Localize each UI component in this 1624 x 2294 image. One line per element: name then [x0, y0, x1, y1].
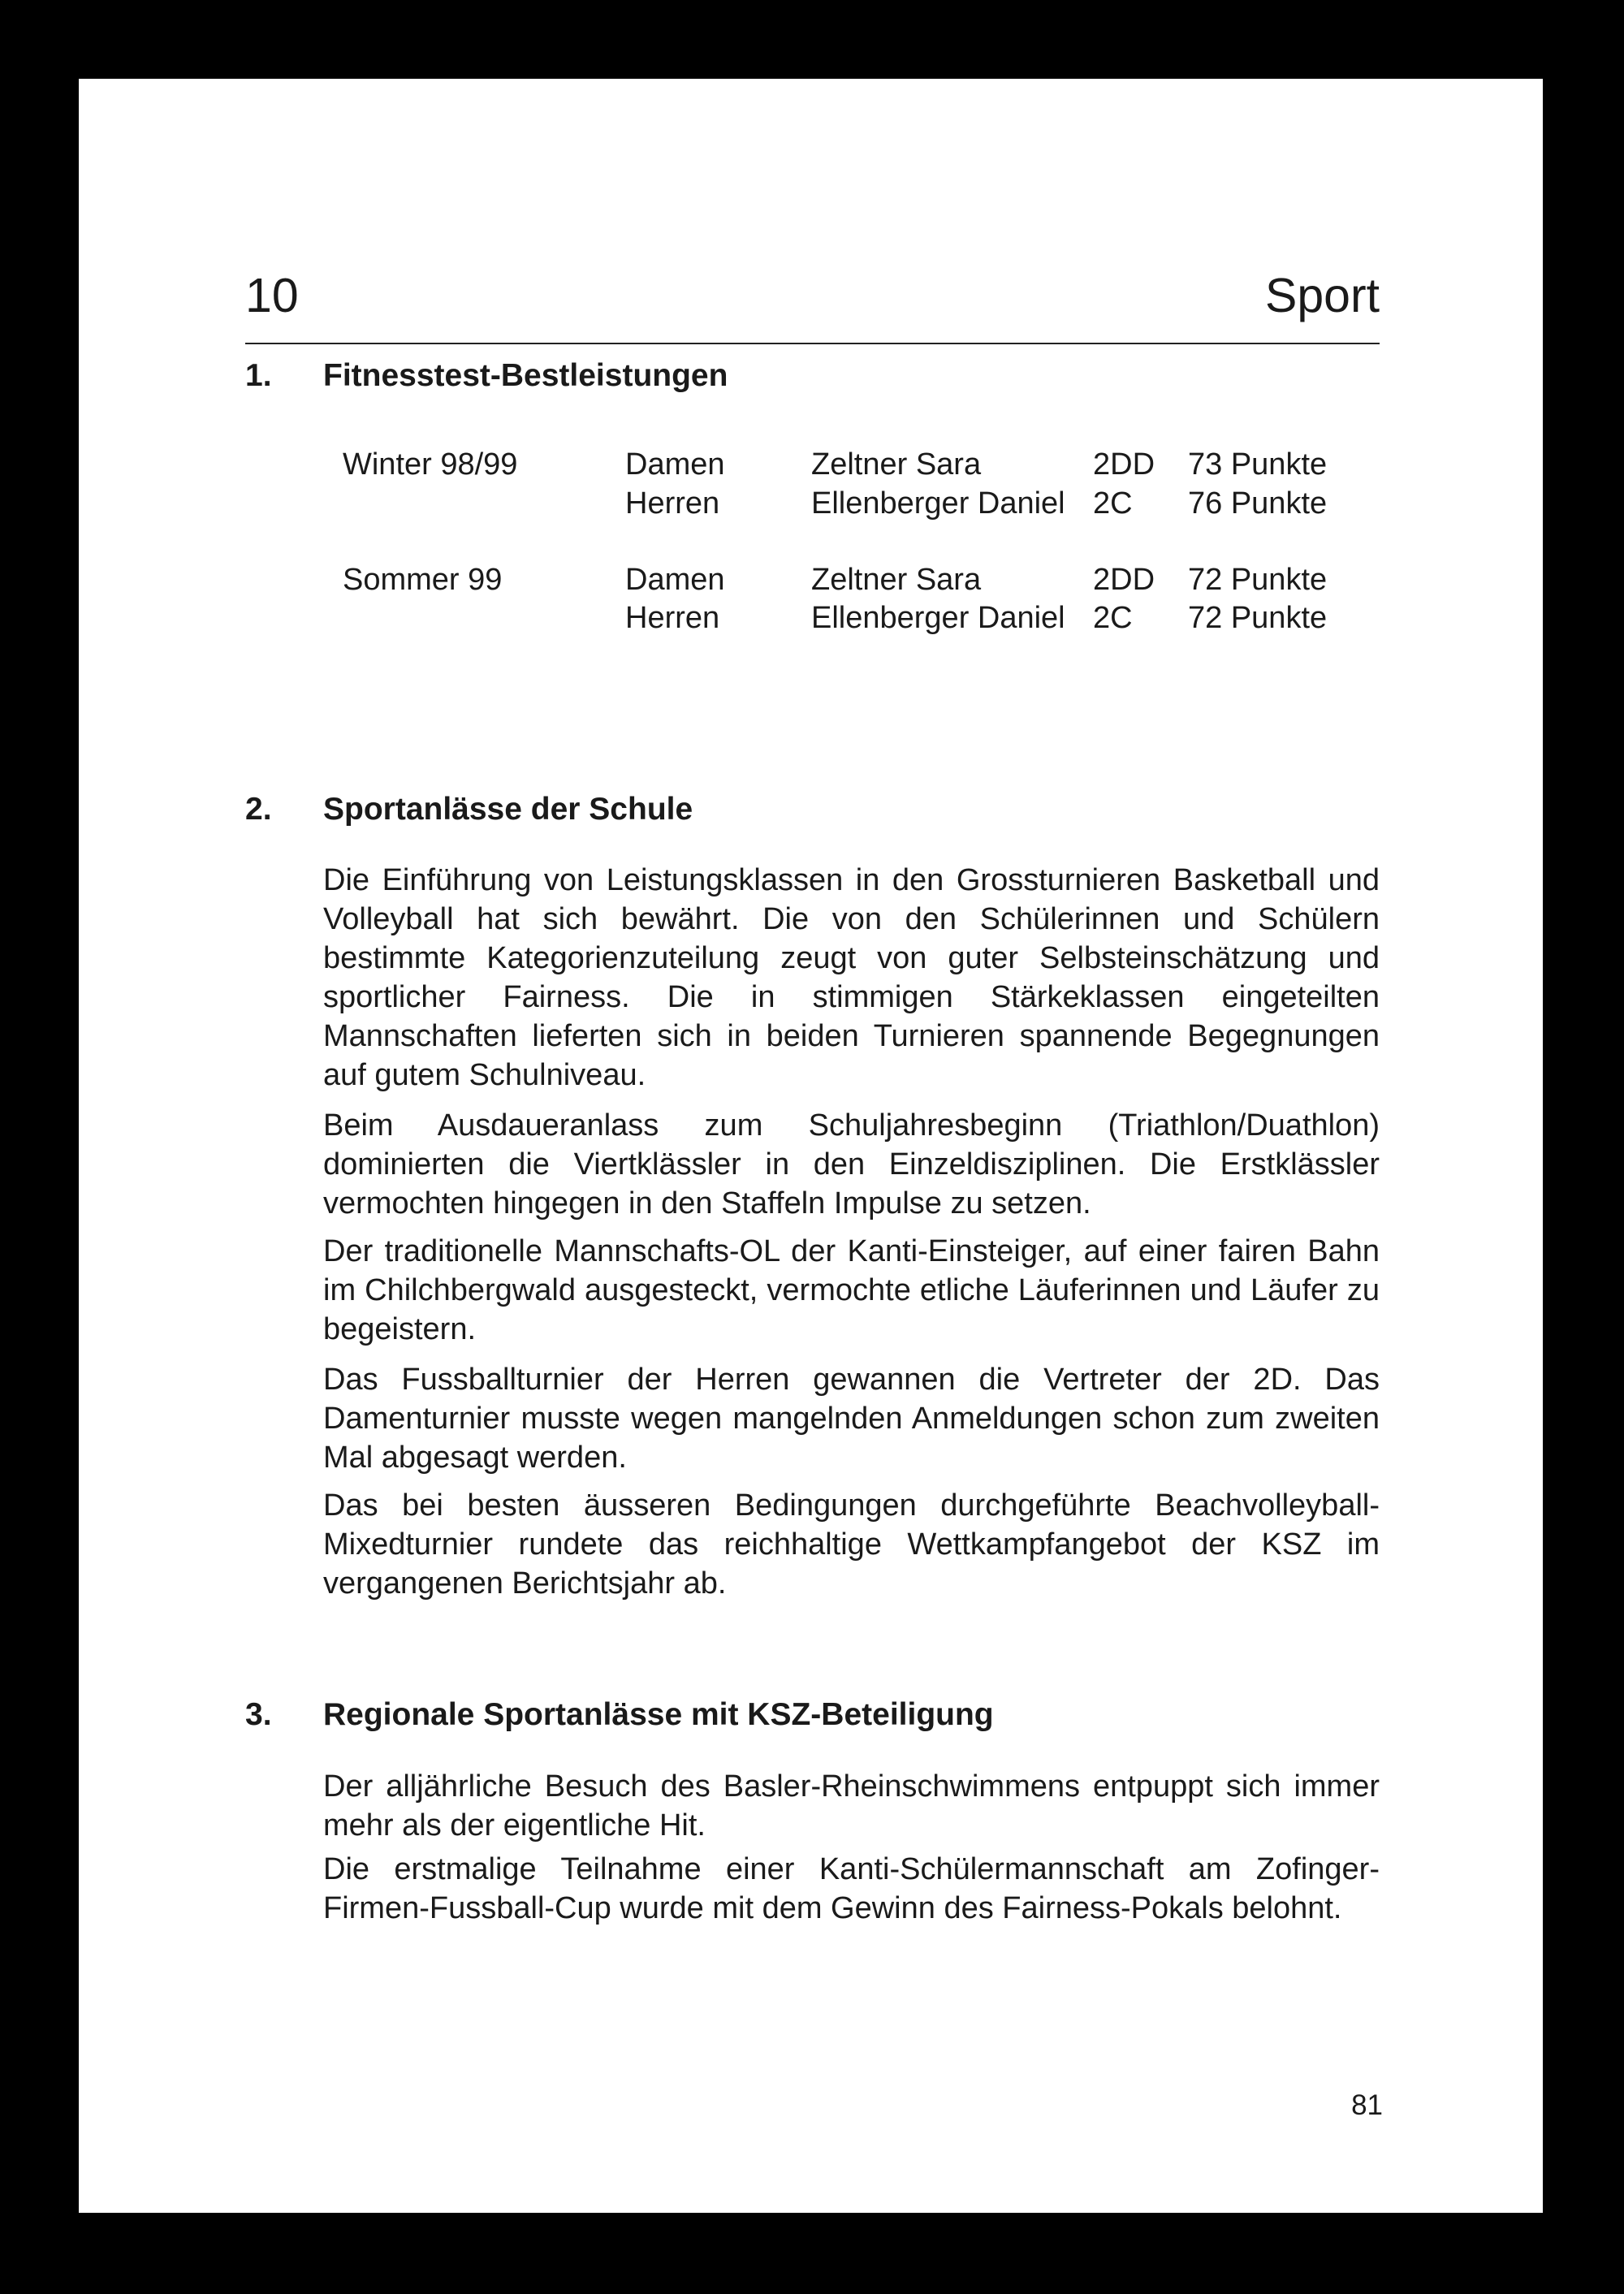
section-title: Regionale Sportanlässe mit KSZ-Beteiligung — [323, 1697, 994, 1732]
class-cell: 2C — [1093, 601, 1133, 635]
season-cell: Sommer 99 — [343, 563, 503, 597]
chapter-title: Sport — [1264, 269, 1380, 322]
class-cell: 2C — [1093, 486, 1133, 521]
document-page — [79, 79, 1543, 2213]
section-number: 1. — [245, 358, 272, 393]
body-paragraph: Der alljährliche Besuch des Basler-Rheinschwimmens entpuppt sich immer mehr als der eigentliche Hit. — [323, 1769, 1380, 1843]
points-cell: 76 Punkte — [1188, 486, 1328, 521]
section-number: 3. — [245, 1697, 272, 1732]
category-cell: Damen — [625, 563, 725, 597]
class-cell: 2DD — [1093, 447, 1155, 482]
body-paragraph: Beim Ausdaueranlass zum Schuljahresbeginn (Triathlon/Duathlon) dominierten die Viertklässler in den Einzeldisziplinen. Die Erstklässler vermochten hingegen in den Staffeln Impulse zu setzen. — [323, 1108, 1380, 1220]
category-cell: Herren — [625, 486, 720, 521]
season-cell: Winter 98/99 — [343, 447, 518, 482]
points-cell: 73 Punkte — [1188, 447, 1328, 482]
section-title: Fitnesstest-Bestleistungen — [323, 358, 728, 393]
category-cell: Damen — [625, 447, 725, 482]
section-heading-1 — [245, 360, 728, 391]
class-cell: 2DD — [1093, 563, 1155, 597]
chapter-number: 10 — [245, 269, 299, 322]
body-paragraph: Der traditionelle Mannschafts-OL der Kanti-Einsteiger, auf einer fairen Bahn im Chilchbergwald ausgesteckt, vermochte etliche Läuferinnen und Läufer zu begeistern. — [323, 1234, 1380, 1346]
name-cell: Ellenberger Daniel — [811, 601, 1065, 635]
section-heading-3 — [245, 1699, 994, 1730]
category-cell: Herren — [625, 601, 720, 635]
name-cell: Zeltner Sara — [811, 447, 982, 482]
body-paragraph: Das bei besten äusseren Bedingungen durchgeführte Beachvolleyball-Mixedturnier rundete das reichhaltige Wettkampfangebot der KSZ im vergangenen Berichtsjahr ab. — [323, 1488, 1380, 1601]
section-heading-2 — [245, 793, 693, 825]
page-header — [245, 184, 1380, 344]
body-paragraph: Die erstmalige Teilnahme einer Kanti-Schülermannschaft am Zofinger-Firmen-Fussball-Cup wurde mit dem Gewinn des Fairness-Pokals belohnt. — [323, 1852, 1380, 1925]
points-cell: 72 Punkte — [1188, 563, 1328, 597]
body-paragraph: Das Fussballturnier der Herren gewannen die Vertreter der 2D. Das Damenturnier musste wegen mangelnden Anmeldungen schon zum zweiten Mal abgesagt werden. — [323, 1363, 1380, 1475]
section-number: 2. — [245, 792, 272, 827]
name-cell: Ellenberger Daniel — [811, 486, 1065, 521]
name-cell: Zeltner Sara — [811, 563, 982, 597]
section-title: Sportanlässe der Schule — [323, 792, 693, 827]
points-cell: 72 Punkte — [1188, 601, 1328, 635]
body-paragraph: Die Einführung von Leistungsklassen in den Grossturnieren Basketball und Volleyball hat sich bewährt. Die von den Schülerinnen und Schülern bestimmte Kategorienzuteilung zeugt von guter Selbsteinschätzung und sportlicher Fairness. Die in stimmigen Stärkeklassen eingeteilten Mannschaften lieferten sich in beiden Turnieren spannende Begegnungen auf gutem Schulniveau. — [323, 863, 1380, 1092]
page-number: 81 — [1351, 2089, 1383, 2121]
